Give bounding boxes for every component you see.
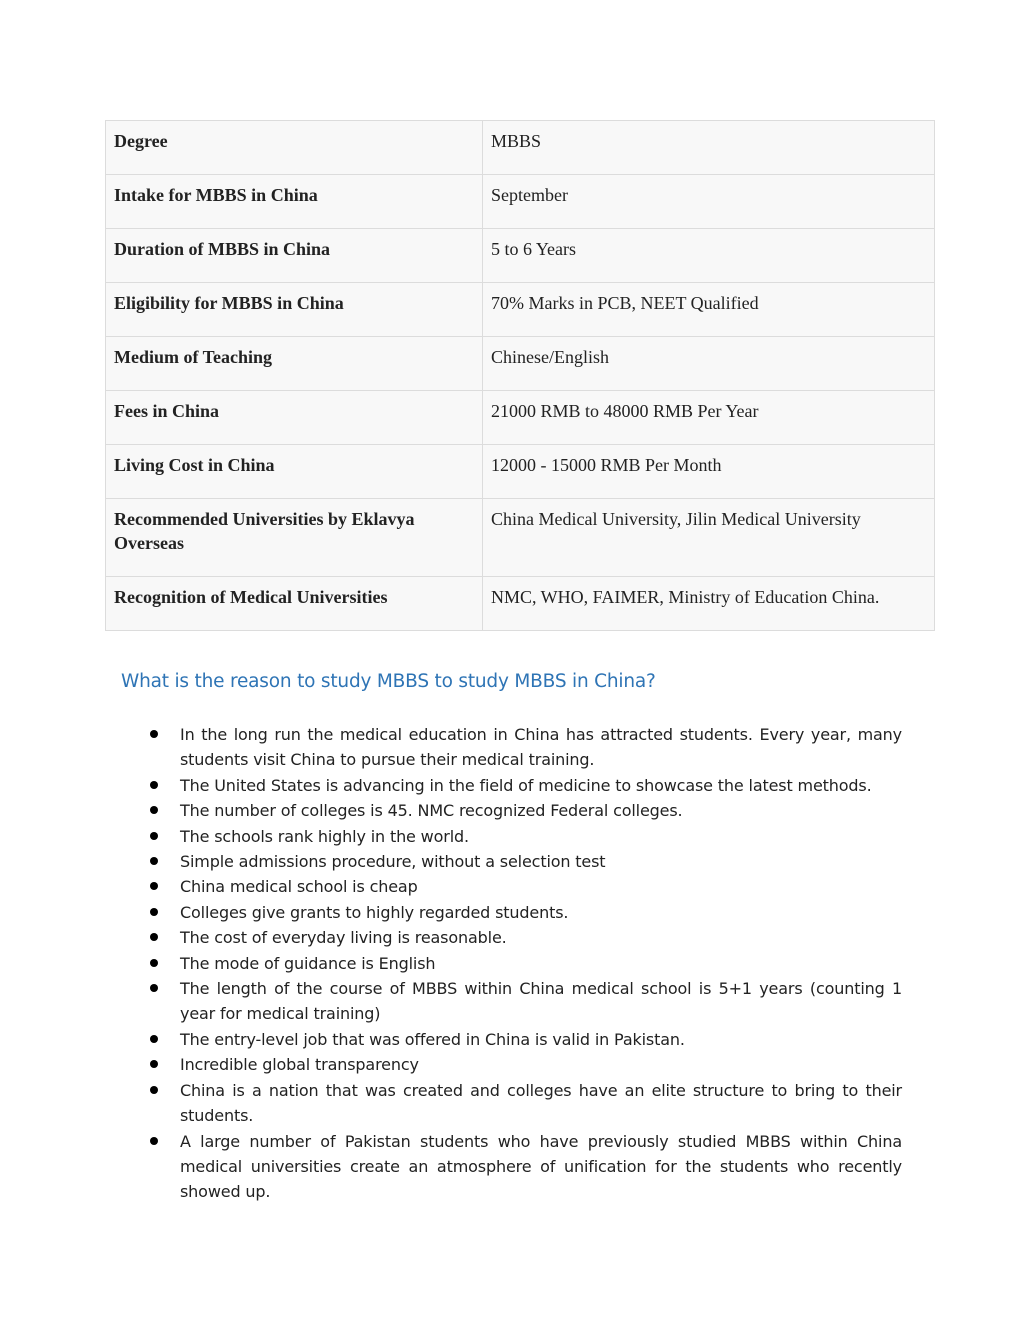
table-row	[106, 391, 935, 445]
list-item-text: Incredible global transparency	[180, 1055, 419, 1075]
list-item-text: In the long run the medical education in China has attracted students. Every year, many students visit China to pursue their medical training.	[180, 725, 902, 770]
list-item	[180, 722, 902, 773]
list-item-text: China is a nation that was created and colleges have an elite structure to bring to their students.	[180, 1080, 902, 1126]
table-row	[106, 337, 935, 391]
list-item-text: The mode of guidance is English	[180, 953, 436, 973]
bullet-icon	[150, 984, 158, 992]
list-item	[180, 925, 902, 950]
list-item	[180, 1129, 902, 1205]
row-value: 5 to 6 Years	[483, 229, 935, 283]
list-item	[180, 798, 902, 823]
list-item-text: The United States is advancing in the field of medicine to showcase the latest methods.	[180, 775, 872, 795]
table-row	[106, 499, 935, 577]
list-item	[180, 976, 902, 1027]
section-heading: What is the reason to study MBBS to study MBBS in China?	[121, 671, 656, 692]
row-label: Fees in China	[106, 391, 483, 445]
list-item-text: The schools rank highly in the world.	[180, 826, 469, 846]
row-label: Degree	[106, 121, 483, 175]
bullet-icon	[150, 1035, 158, 1043]
list-item	[180, 849, 902, 874]
row-label: Living Cost in China	[106, 445, 483, 499]
bullet-icon	[150, 781, 158, 789]
bullet-icon	[150, 882, 158, 890]
list-item-text: A large number of Pakistan students who have previously studied MBBS within China medical universities create an atmosphere of unification for the students who recently showed up.	[180, 1131, 902, 1202]
list-item-text: Colleges give grants to highly regarded students.	[180, 902, 569, 922]
list-item	[180, 874, 902, 899]
bullet-icon	[150, 806, 158, 814]
row-value: 70% Marks in PCB, NEET Qualified	[483, 283, 935, 337]
list-item	[180, 824, 902, 849]
bullet-icon	[150, 857, 158, 865]
table-row	[106, 445, 935, 499]
row-label: Eligibility for MBBS in China	[106, 283, 483, 337]
row-value: MBBS	[483, 121, 935, 175]
bullet-icon	[150, 959, 158, 967]
mbbs-info-table	[105, 120, 935, 631]
table-row	[106, 121, 935, 175]
row-value: NMC, WHO, FAIMER, Ministry of Education China.	[483, 577, 935, 631]
row-label: Recognition of Medical Universities	[106, 577, 483, 631]
list-item	[180, 900, 902, 925]
list-item-text: The length of the course of MBBS within China medical school is 5+1 years (counting 1 year for medical training)	[180, 979, 902, 1024]
bullet-icon	[150, 832, 158, 840]
list-item-text: The cost of everyday living is reasonable.	[180, 928, 507, 948]
bullet-icon	[150, 933, 158, 941]
list-item	[180, 1052, 902, 1077]
table-row	[106, 577, 935, 631]
list-item-text: China medical school is cheap	[180, 877, 418, 897]
row-label: Recommended Universities by Eklavya Overseas	[106, 499, 483, 577]
row-value: China Medical University, Jilin Medical University	[483, 499, 935, 577]
bullet-icon	[150, 908, 158, 916]
list-item-text: The number of colleges is 45. NMC recognized Federal colleges.	[180, 801, 683, 821]
list-item	[180, 951, 902, 976]
table-row	[106, 175, 935, 229]
table-row	[106, 283, 935, 337]
row-value: September	[483, 175, 935, 229]
list-item	[180, 1027, 902, 1052]
row-label: Medium of Teaching	[106, 337, 483, 391]
bullet-icon	[150, 1137, 158, 1145]
bullet-icon	[150, 730, 158, 738]
row-value: 21000 RMB to 48000 RMB Per Year	[483, 391, 935, 445]
reasons-list	[180, 722, 902, 1205]
row-value: Chinese/English	[483, 337, 935, 391]
table-row	[106, 229, 935, 283]
list-item-text: Simple admissions procedure, without a selection test	[180, 852, 606, 872]
bullet-icon	[150, 1060, 158, 1068]
list-item-text: The entry-level job that was offered in China is valid in Pakistan.	[180, 1029, 685, 1049]
bullet-icon	[150, 1086, 158, 1094]
row-label: Duration of MBBS in China	[106, 229, 483, 283]
row-label: Intake for MBBS in China	[106, 175, 483, 229]
row-value: 12000 - 15000 RMB Per Month	[483, 445, 935, 499]
list-item	[180, 773, 902, 798]
list-item	[180, 1078, 902, 1129]
